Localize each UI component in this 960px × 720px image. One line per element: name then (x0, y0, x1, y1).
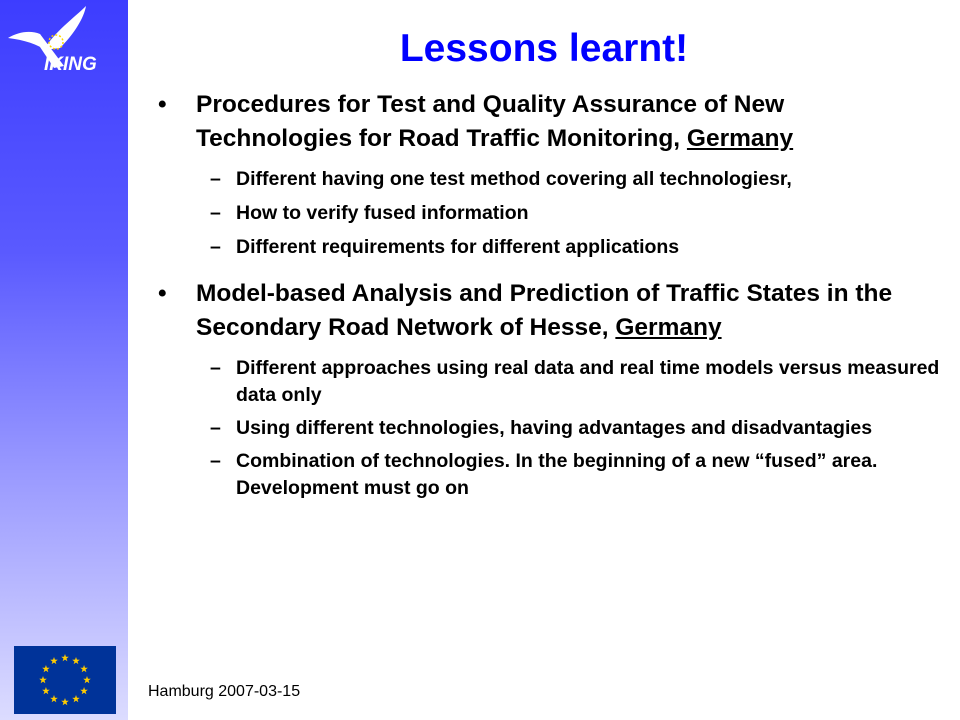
eu-star-icon (61, 654, 69, 661)
dash-marker: – (210, 236, 221, 258)
viking-logo (4, 4, 128, 84)
eu-star-icon (50, 657, 58, 664)
dash-marker: – (210, 202, 221, 224)
bullet-item (150, 88, 940, 156)
eu-star-icon (80, 687, 88, 694)
sub-list (150, 355, 940, 502)
footer-text: Hamburg 2007-03-15 (148, 683, 301, 700)
sub-text: Different requirements for different applications (236, 236, 680, 258)
bullet-text: Procedures for Test and Quality Assurance of New Technologies for Road Traffic Monitoring, (196, 91, 785, 152)
germany-link[interactable]: Germany (615, 314, 722, 341)
sub-text: How to verify fused information (236, 202, 529, 224)
eu-flag-icon (14, 646, 116, 714)
eu-star-icon (42, 687, 50, 694)
eu-star-icon (42, 665, 50, 672)
eu-star-icon (72, 695, 80, 702)
sub-item (150, 234, 940, 261)
logo-text: IKING (44, 54, 97, 75)
eu-star-icon (72, 657, 80, 664)
slide-title: Lessons learnt! (399, 27, 689, 70)
sub-item (150, 415, 940, 442)
sub-item (150, 200, 940, 227)
bullet-dot: • (158, 91, 167, 118)
eu-star-icon (50, 695, 58, 702)
dash-marker: – (210, 450, 221, 472)
germany-link[interactable]: Germany (686, 125, 794, 152)
eu-star-icon (39, 676, 47, 683)
sub-item (150, 166, 940, 193)
eu-star-icon (83, 676, 91, 683)
eu-star-icon (61, 698, 69, 705)
sub-text: Different having one test method covering all technologiesr, (236, 168, 792, 190)
bullet-text: Model-based Analysis and Prediction of Traffic States in the Secondary Road Network of Hesse, (196, 280, 893, 341)
sub-text: Different approaches using real data and real time models versus measured data only (236, 357, 940, 406)
sub-text: Combination of technologies. In the beginning of a new “fused” area. Development must go on (236, 450, 878, 499)
sub-text: Using different technologies, having advantages and disadvantagies (236, 417, 873, 439)
slide-content (150, 88, 940, 502)
dash-marker: – (210, 417, 221, 439)
eu-star-icon (80, 665, 88, 672)
dash-marker: – (210, 168, 221, 190)
sub-item (150, 448, 940, 502)
sub-list (150, 166, 940, 261)
sub-item (150, 355, 940, 409)
sidebar (0, 0, 128, 720)
bullet-dot: • (158, 280, 167, 307)
dash-marker: – (210, 357, 221, 379)
bullet-item (150, 277, 940, 345)
